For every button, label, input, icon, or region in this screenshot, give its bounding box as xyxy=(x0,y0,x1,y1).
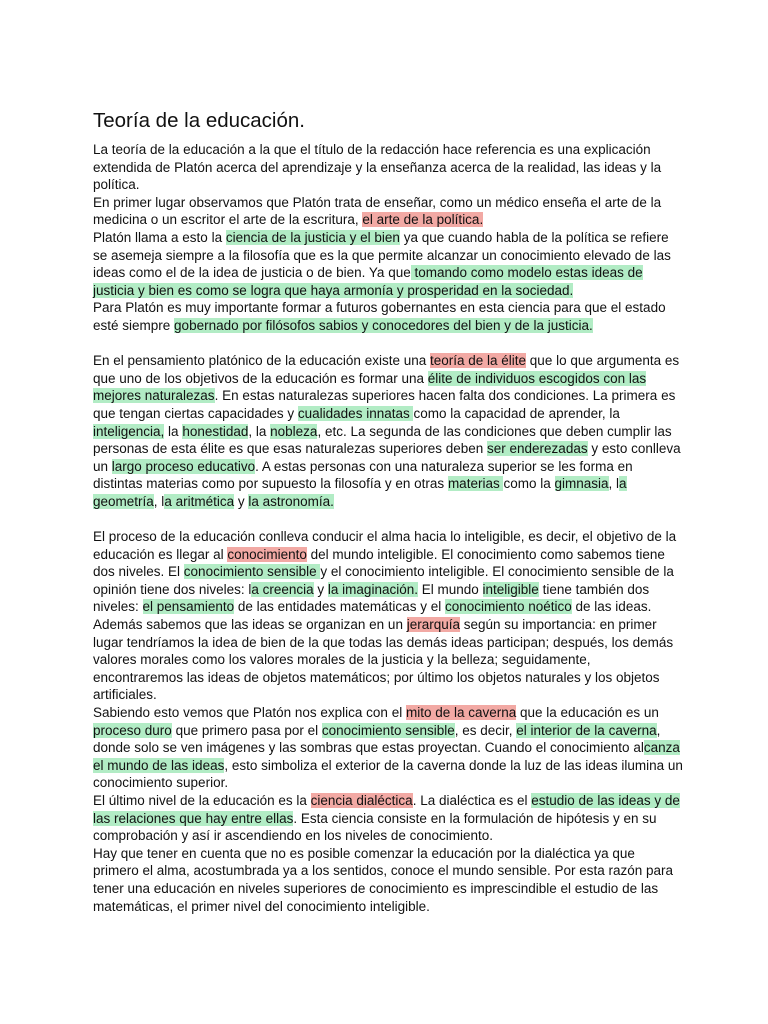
text-run: como la capacidad de aprender, la xyxy=(413,405,620,421)
document-title: Teoría de la educación. xyxy=(93,109,305,132)
highlight-green: el interior de la caverna xyxy=(516,722,657,738)
highlight-green: estudio de las ideas y de las relaciones que hay entre ellas xyxy=(93,792,680,826)
text-run: En primer lugar observamos que Platón trata de enseñar, como un médico enseña el arte de la medicina o un escritor el arte de la escritura, xyxy=(93,194,662,228)
text-run: y xyxy=(234,493,249,509)
highlight-green: largo proceso educativo xyxy=(111,458,256,474)
highlight-red: mito de la caverna xyxy=(405,705,517,720)
highlight-green: inteligencia, xyxy=(93,423,165,439)
text-run: En el pensamiento platónico de la educación existe una xyxy=(93,353,430,369)
text-run: , es decir, xyxy=(454,722,517,738)
highlight-green: conocimiento noético xyxy=(444,599,572,615)
text-run: , etc. La segunda de las condiciones que deben cumplir las personas de esta élite es que esas naturalezas superiores deben xyxy=(93,423,672,457)
highlight-green: tomando como modelo estas ideas de justicia y bien es como se logra que haya armonía y prosperidad en la sociedad. xyxy=(93,265,643,298)
text-run: que primero pasa por el xyxy=(171,722,322,738)
highlight-red: el arte de la política. xyxy=(362,212,484,228)
text-run: del mundo inteligible. El conocimiento como sabemos tiene dos niveles. El xyxy=(93,546,665,580)
highlight-green: ser enderezadas xyxy=(487,441,588,457)
highlight-green: inteligible xyxy=(482,581,539,597)
highlight-red: ciencia dialéctica xyxy=(310,792,413,808)
text-run: tiene también dos niveles: xyxy=(93,581,650,615)
paragraph xyxy=(93,299,683,334)
text-run: . La dialéctica es el xyxy=(412,792,532,808)
text-run: y esto conlleva un xyxy=(93,441,681,474)
text-run: , l xyxy=(153,493,165,509)
text-run: , donde solo se ven imágenes y las sombras que estas proyectan. Cuando el conocimiento al xyxy=(93,722,661,756)
paragraph xyxy=(93,194,683,229)
highlight-green: cualidades innatas xyxy=(297,405,414,421)
highlight-green: conocimiento sensible xyxy=(321,722,455,738)
text-run: que lo que argumenta es que uno de los objetivos de la educación es formar una xyxy=(93,353,680,386)
paragraph xyxy=(93,352,683,510)
highlight-green: gimnasia xyxy=(554,476,609,492)
highlight-green: canza el mundo de las ideas xyxy=(93,740,680,773)
document-body xyxy=(93,108,683,915)
text-run: El último nivel de la educación es la xyxy=(93,792,311,808)
text-run: . A estas personas con una naturaleza superior se les forma en distintas materias como por supuesto la filosofía y en otras xyxy=(93,458,633,492)
paragraph xyxy=(93,845,683,915)
highlight-red: conocimiento xyxy=(227,546,307,562)
text-run: . En estas naturalezas superiores hacen falta dos condiciones. La primera es que tengan ciertas capacidades y xyxy=(93,388,676,421)
highlight-green: a creencia xyxy=(251,581,314,597)
text-run: Sabiendo esto vemos que Platón nos explica con el xyxy=(93,705,406,720)
highlight-green: la imaginación. xyxy=(327,581,418,597)
highlight-green: a geometría xyxy=(93,476,627,509)
text-run: ya que cuando habla de la política se refiere se asemeja siempre a la filosofía que es la que permite alcanzar un conocimiento elevado de las ideas como el de la idea de justicia o de bien. Ya que xyxy=(93,229,671,281)
highlight-green: materias xyxy=(447,476,504,492)
text-run: . Esta ciencia consiste en la formulación de hipótesis y en su comprobación y así ir ascendiendo en los niveles de conocimiento. xyxy=(93,810,657,844)
paragraph xyxy=(93,704,683,792)
highlight-green: élite de individuos escogidos con las mejores naturalezas xyxy=(93,370,647,404)
text-run: y xyxy=(313,581,328,597)
text-run: Platón llama a esto la xyxy=(93,229,226,245)
highlight-green: proceso duro xyxy=(93,722,172,738)
paragraph xyxy=(93,141,683,194)
text-run: según su importancia: en primer lugar tendríamos la idea de bien de la que todas las demás ideas participan; después, los demás valores morales como los valores morales de la justicia y la belleza; seguidamente, encontraremos las ideas de objetos matemáticos; por último los objetos naturales y los objetos artificiales. xyxy=(93,617,674,703)
text-run: como la xyxy=(503,476,555,492)
highlight-green: ciencia de la justicia y el bien xyxy=(225,229,400,245)
highlight-green: honestidad xyxy=(182,423,249,439)
highlight-green: conocimiento sensible xyxy=(183,564,321,580)
text-run: y el conocimiento inteligible. El conocimiento sensible de la opinión tiene dos niveles: l xyxy=(93,564,674,597)
text-run: El mundo xyxy=(417,581,483,597)
highlight-green: el pensamiento xyxy=(142,599,235,615)
paragraph xyxy=(93,528,683,704)
text-run: Hay que tener en cuenta que no es posible comenzar la educación por la dialéctica ya que primero el alma, acostumbrada ya a los sentidos, conoce el mundo sensible. Por esta razón para tener una educación en niveles superiores de conocimiento es imprescindible el estudio de las matemáticas, el primer nivel del conocimiento inteligible. xyxy=(93,845,674,914)
text-run: que la educación es un xyxy=(516,705,659,720)
highlight-green: a aritmética xyxy=(164,493,235,509)
highlight-green: la astronomía. xyxy=(248,493,334,509)
paragraph xyxy=(93,229,683,299)
text-run: la xyxy=(164,423,183,439)
text-run: Para Platón es muy importante formar a futuros gobernantes en esta ciencia para que el estado esté siempre xyxy=(93,300,666,333)
highlight-green: nobleza xyxy=(270,423,318,439)
paragraph xyxy=(93,792,683,845)
highlight-red: teoría de la élite xyxy=(429,353,527,369)
highlight-green: gobernado por filósofos sabios y conocedores del bien y de la justicia. xyxy=(174,317,593,333)
text-run: La teoría de la educación a la que el título de la redacción hace referencia es una explicación extendida de Platón acerca del aprendizaje y la enseñanza acerca de la realidad, las ideas y la política. xyxy=(93,142,662,193)
highlight-red: jerarquía xyxy=(406,617,460,633)
text-run: , esto simboliza el exterior de la caverna donde la luz de las ideas ilumina un conocimiento superior. xyxy=(93,757,683,791)
text-run: El proceso de la educación conlleva conducir el alma hacia lo inteligible, es decir, el objetivo de la educación es llegar al xyxy=(93,529,677,562)
text-run: , l xyxy=(608,476,620,492)
text-run: de las ideas. Además sabemos que las ideas se organizan en un xyxy=(93,599,652,633)
text-run: , la xyxy=(248,423,271,439)
text-run: de las entidades matemáticas y el xyxy=(234,599,445,615)
